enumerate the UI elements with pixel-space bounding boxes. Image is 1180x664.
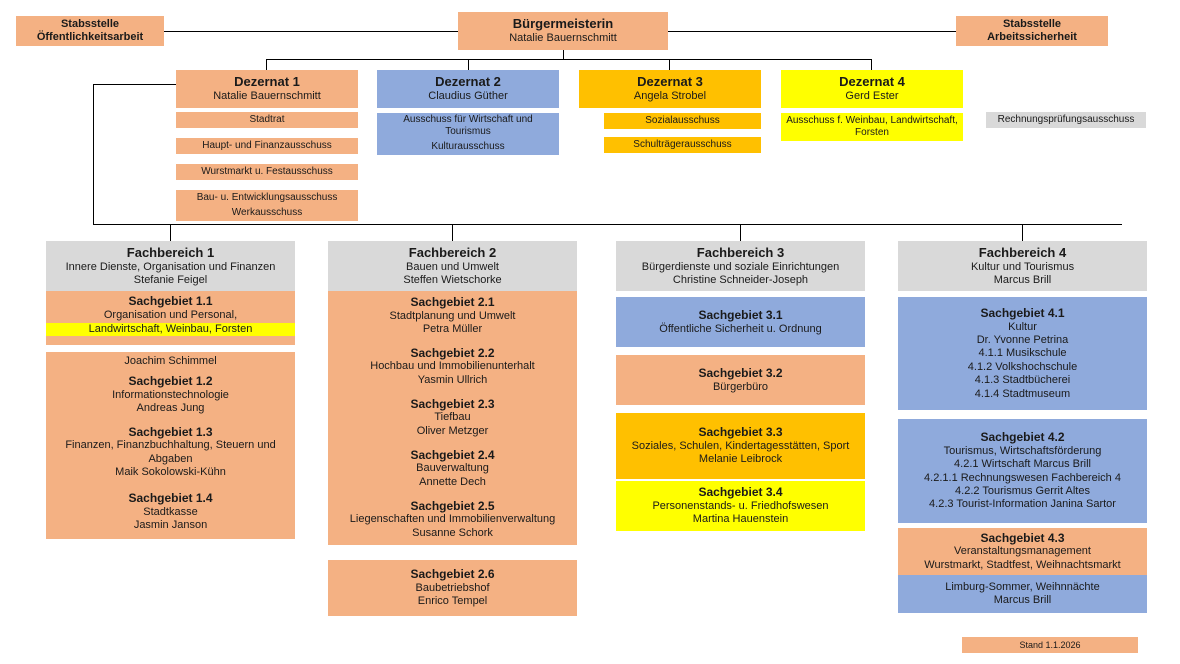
sachgebiet-2-4-line1: Bauverwaltung (416, 462, 489, 475)
fachbereich-4-subtitle: Kultur und Tourismus (970, 260, 1075, 273)
fachbereich-1[interactable] (46, 241, 295, 291)
mayor-box[interactable] (458, 12, 668, 50)
sachgebiet-2-2[interactable] (328, 341, 577, 392)
dezernat-1-title: Dezernat 1 (234, 74, 300, 90)
sachgebiet-1-4[interactable] (46, 485, 295, 539)
committee-label: Ausschuss für Wirtschaft und Tourismus (403, 113, 533, 137)
dezernat-2[interactable] (377, 70, 559, 108)
committee-label: Wurstmarkt u. Festausschuss (201, 165, 333, 177)
sachgebiet-3-4-line1: Personenstands- u. Friedhofswesen (652, 499, 829, 512)
sachgebiet-4-1-line3: 4.1.1 Musikschule (978, 347, 1067, 360)
dezernat-3[interactable] (579, 70, 761, 108)
sachgebiet-4-1-line5: 4.1.3 Stadtbücherei (974, 374, 1071, 387)
sachgebiet-4-1-line4: 4.1.2 Volkshochschule (967, 360, 1078, 373)
dezernat-2-committee-2[interactable] (377, 139, 559, 155)
sachgebiet-2-1-title: Sachgebiet 2.1 (410, 295, 495, 310)
staff-left-line2: Öffentlichkeitsarbeit (36, 31, 144, 43)
connector-mayor-right (667, 31, 957, 32)
dezernat-1-committee-3[interactable] (176, 164, 358, 180)
sachgebiet-4-2-line3: 4.2.1.1 Rechnungswesen Fachbereich 4 (924, 471, 1121, 484)
dezernat-3-committee-2[interactable] (604, 137, 761, 153)
sachgebiet-4-2-line4: 4.2.2 Tourismus Gerrit Altes (955, 485, 1090, 498)
sachgebiet-2-5-title: Sachgebiet 2.5 (410, 498, 495, 513)
sachgebiet-4-1-line2: Dr. Yvonne Petrina (976, 334, 1069, 346)
sachgebiet-1-1[interactable] (46, 291, 295, 345)
sachgebiet-2-4[interactable] (328, 443, 577, 494)
sachgebiet-2-6-line1: Baubetriebshof (415, 581, 490, 594)
dezernat-2-title: Dezernat 2 (435, 74, 501, 90)
sachgebiet-4-2-line2: 4.2.1 Wirtschaft Marcus Brill (954, 458, 1091, 471)
sachgebiet-1-3-title: Sachgebiet 1.3 (128, 424, 213, 439)
sachgebiet-4-3-events-line1: Limburg-Sommer, Weihnnächte (945, 580, 1100, 593)
dezernat-1[interactable] (176, 70, 358, 108)
sachgebiet-2-1[interactable] (328, 291, 577, 341)
person-label: Melanie Leibrock (698, 453, 783, 466)
connector-spine-to-dez1 (93, 84, 177, 85)
stand-label: Stand 1.1.2026 (1019, 639, 1081, 650)
sachgebiet-4-3-events[interactable] (898, 575, 1147, 613)
committee-label: Haupt- und Finanzausschuss (202, 139, 332, 151)
sachgebiet-2-2-title: Sachgebiet 2.2 (410, 345, 495, 360)
person-label: Martina Hauenstein (692, 513, 789, 526)
sachgebiet-4-2[interactable] (898, 419, 1147, 523)
sachgebiet-3-3-line1: Soziales, Schulen, Kindertagesstätten, Sport (631, 439, 850, 452)
sachgebiet-3-4[interactable] (616, 481, 865, 531)
sachgebiet-1-2-title: Sachgebiet 1.2 (128, 374, 213, 389)
person-label: Oliver Metzger (416, 424, 489, 437)
sachgebiet-1-3-line1: Finanzen, Finanzbuchhaltung, Steuern und Abgaben (65, 439, 276, 465)
sachgebiet-4-3-events-line2: Marcus Brill (993, 594, 1052, 606)
fachbereich-4-title: Fachbereich 4 (978, 244, 1067, 260)
committee-label: Schulträgerausschuss (633, 138, 732, 150)
person-label: Joachim Schimmel (124, 354, 217, 367)
fachbereich-4[interactable] (898, 241, 1147, 291)
fachbereich-1-subtitle: Innere Dienste, Organisation und Finanzen (65, 260, 276, 273)
dezernat-2-committee-1[interactable] (377, 113, 559, 139)
dezernat-4-name: Gerd Ester (845, 90, 899, 103)
sachgebiet-4-1-line1: Kultur (1008, 320, 1037, 333)
sachgebiet-4-1[interactable] (898, 297, 1147, 410)
fachbereich-3-head: Christine Schneider-Joseph (672, 273, 809, 286)
sachgebiet-1-1-person[interactable] (46, 352, 295, 371)
sachgebiet-2-3-line1: Tiefbau (434, 411, 471, 424)
connector-mayor-left (160, 31, 460, 32)
dezernat-3-name: Angela Strobel (633, 90, 707, 103)
sachgebiet-1-1-line1: Organisation und Personal, (103, 308, 238, 321)
dezernat-4-committee-1[interactable] (781, 113, 963, 141)
person-label: Susanne Schork (412, 526, 493, 539)
person-label: Yasmin Ullrich (417, 373, 488, 386)
sachgebiet-2-3[interactable] (328, 392, 577, 443)
committee-label: Bau- u. Entwicklungsausschuss (196, 191, 338, 203)
rechnungspruefungsausschuss[interactable] (986, 112, 1146, 128)
fachbereich-2[interactable] (328, 241, 577, 291)
sachgebiet-1-4-title: Sachgebiet 1.4 (128, 491, 213, 506)
fachbereich-3-title: Fachbereich 3 (696, 244, 785, 260)
sachgebiet-4-3-line2: Wurstmarkt, Stadtfest, Weihnachtsmarkt (924, 558, 1121, 571)
sachgebiet-2-6-title: Sachgebiet 2.6 (410, 567, 495, 582)
fachbereich-2-title: Fachbereich 2 (408, 244, 497, 260)
sachgebiet-4-3-title: Sachgebiet 4.3 (980, 530, 1065, 545)
sachgebiet-3-1[interactable] (616, 297, 865, 347)
dezernat-1-committee-4[interactable] (176, 190, 358, 206)
staff-right-line2: Arbeitssicherheit (987, 31, 1077, 43)
sachgebiet-1-1-highlight: Landwirtschaft, Weinbau, Forsten (46, 323, 295, 336)
staff-unit-public-relations[interactable] (16, 16, 164, 46)
sachgebiet-2-5-line1: Liegenschaften und Immobilienverwaltung (349, 513, 556, 526)
fachbereich-3[interactable] (616, 241, 865, 291)
rechnungspruefungsausschuss-label: Rechnungsprüfungsausschuss (997, 113, 1135, 125)
dezernat-1-committee-1[interactable] (176, 112, 358, 128)
sachgebiet-4-1-title: Sachgebiet 4.1 (980, 305, 1065, 320)
sachgebiet-4-3[interactable] (898, 528, 1147, 575)
connector-dez3-up (669, 59, 670, 70)
dezernat-1-committee-5[interactable] (176, 205, 358, 221)
sachgebiet-3-2-title: Sachgebiet 3.2 (698, 365, 783, 380)
sachgebiet-1-3[interactable] (46, 419, 295, 485)
sachgebiet-3-1-line1: Öffentliche Sicherheit u. Ordnung (659, 322, 822, 335)
person-label: Enrico Tempel (417, 595, 488, 608)
connector-spine-vertical (93, 84, 94, 224)
committee-label: Werkausschuss (231, 206, 303, 218)
sachgebiet-3-3-title: Sachgebiet 3.3 (698, 425, 783, 440)
fachbereich-2-head: Steffen Wietschorke (403, 273, 502, 286)
dezernat-3-committee-1[interactable] (604, 113, 761, 129)
sachgebiet-3-2[interactable] (616, 355, 865, 405)
fachbereich-3-subtitle: Bürgerdienste und soziale Einrichtungen (641, 260, 840, 273)
sachgebiet-1-4-line1: Stadtkasse (143, 505, 198, 518)
person-label: Andreas Jung (136, 402, 205, 415)
person-label: Petra Müller (422, 323, 483, 336)
mayor-title: Bürgermeisterin (512, 16, 614, 32)
fachbereich-1-title: Fachbereich 1 (126, 244, 215, 260)
fachbereich-4-head: Marcus Brill (993, 273, 1052, 286)
person-label: Maik Sokolowski-Kühn (115, 466, 226, 479)
dezernat-3-title: Dezernat 3 (637, 74, 703, 90)
dezernat-2-name: Claudius Güther (428, 90, 508, 103)
sachgebiet-1-2[interactable] (46, 371, 295, 419)
committee-label: Kulturausschuss (431, 140, 505, 152)
connector-fb2-up (452, 224, 453, 241)
connector-mayor-down (563, 50, 564, 59)
connector-fb1-up (170, 224, 171, 241)
staff-left-line1: Stabsstelle (60, 17, 120, 30)
dezernat-4-title: Dezernat 4 (839, 74, 905, 90)
stand-badge (962, 637, 1138, 653)
sachgebiet-2-1-line1: Stadtplanung und Umwelt (389, 309, 516, 322)
committee-label: Ausschuss f. Weinbau, Landwirtschaft, Forsten (786, 114, 958, 138)
person-label: Annette Dech (419, 475, 486, 488)
sachgebiet-1-1-title: Sachgebiet 1.1 (128, 294, 213, 308)
dezernat-4[interactable] (781, 70, 963, 108)
connector-dezernat-bus (266, 59, 872, 60)
person-label: Jasmin Janson (133, 519, 208, 532)
sachgebiet-4-1-line6: 4.1.4 Stadtmuseum (974, 387, 1071, 400)
connector-dez2-up (468, 59, 469, 70)
sachgebiet-2-6[interactable] (328, 560, 577, 616)
sachgebiet-2-2-line1: Hochbau und Immobilienunterhalt (370, 360, 535, 373)
sachgebiet-2-3-title: Sachgebiet 2.3 (410, 396, 495, 411)
sachgebiet-3-4-title: Sachgebiet 3.4 (698, 485, 783, 500)
dezernat-1-committee-2[interactable] (176, 138, 358, 154)
connector-spine-bottom (93, 224, 1122, 225)
sachgebiet-3-2-line1: Bürgerbüro (712, 380, 769, 393)
sachgebiet-2-4-title: Sachgebiet 2.4 (410, 447, 495, 462)
fachbereich-1-head: Stefanie Feigel (133, 273, 208, 286)
sachgebiet-4-2-line5: 4.2.3 Tourist-Information Janina Sartor (929, 498, 1116, 511)
fachbereich-2-subtitle: Bauen und Umwelt (406, 260, 499, 273)
committee-label: Sozialausschuss (645, 114, 720, 126)
sachgebiet-1-2-line1: Informationstechnologie (112, 388, 229, 401)
sachgebiet-4-2-title: Sachgebiet 4.2 (980, 430, 1065, 445)
sachgebiet-4-3-line1: Veranstaltungsmanagement (954, 545, 1091, 558)
committee-label: Stadtrat (249, 113, 285, 125)
staff-unit-occupational-safety[interactable] (956, 16, 1108, 46)
connector-fb4-up (1022, 224, 1023, 241)
sachgebiet-3-1-title: Sachgebiet 3.1 (698, 307, 783, 322)
dezernat-1-name: Natalie Bauernschmitt (213, 90, 321, 103)
sachgebiet-3-3[interactable] (616, 413, 865, 479)
mayor-name: Natalie Bauernschmitt (509, 32, 617, 45)
connector-dez4-up (871, 59, 872, 70)
sachgebiet-2-5[interactable] (328, 494, 577, 545)
sachgebiet-4-2-line1: Tourismus, Wirtschaftsförderung (943, 444, 1102, 457)
connector-dez1-up (266, 59, 267, 70)
staff-right-line1: Stabsstelle (1002, 17, 1062, 30)
connector-fb3-up (740, 224, 741, 241)
